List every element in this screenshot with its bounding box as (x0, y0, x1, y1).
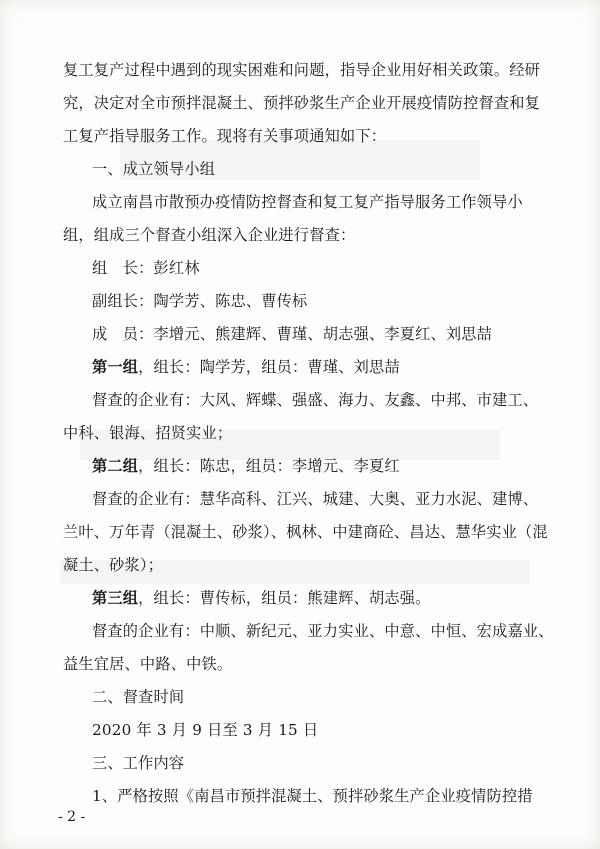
group3-companies: 督查的企业有：中顺、新纪元、亚力实业、中意、中恒、宏成嘉业、 (92, 622, 554, 640)
paragraph-line: 究，决定对全市预拌混凝土、预拌砂浆生产企业开展疫情防控督查和复 (63, 94, 541, 112)
paragraph-line: 复工复产过程中遇到的现实困难和问题，指导企业用好相关政策。经研 (63, 61, 541, 79)
paragraph-line: 成立南昌市散预办疫情防控督查和复工复产指导服务工作领导小 (92, 193, 523, 211)
section-heading-1: 一、成立领导小组 (92, 160, 216, 178)
page-number: - 2 - (58, 809, 86, 825)
group3-title: 第三组 (92, 589, 139, 607)
section-heading-3: 三、工作内容 (92, 754, 185, 772)
group1-line (92, 357, 600, 377)
group2-companies: 督查的企业有：慧华高科、江兴、城建、大奥、亚力水泥、建博、 (92, 490, 539, 508)
group2-companies: 兰叶、万年青（混凝土、砂浆）、枫林、中建商砼、昌达、慧华实业（混 (63, 523, 548, 541)
leader-line: 组 长：彭红林 (92, 259, 200, 277)
group2-line (92, 456, 600, 476)
group1-companies: 督查的企业有：大风、辉蝶、强盛、海力、友鑫、中邦、市建工、 (92, 391, 539, 409)
group1-title: 第一组 (92, 358, 139, 376)
deputy-leader-line: 副组长：陶学芳、陈忠、曹传标 (92, 292, 308, 310)
group1-detail: ，组长：陶学芳，组员：曹瑾、刘思喆 (138, 358, 400, 376)
group3-line (92, 588, 600, 608)
group2-companies: 凝土、砂浆）； (63, 556, 164, 574)
members-line: 成 员：李增元、熊建辉、曹瑾、胡志强、李夏红、刘思喆 (92, 325, 493, 343)
paragraph-line: 工复产指导服务工作。现将有关事项通知如下： (63, 127, 387, 145)
paragraph-line: 组，组成三个督查小组深入企业进行督查： (63, 226, 356, 244)
group3-detail: ，组长：曹传标，组员：熊建辉、胡志强。 (138, 589, 431, 607)
inspection-dates: 2020 年 3 月 9 日至 3 月 15 日 (92, 721, 319, 739)
group2-title: 第二组 (92, 457, 139, 475)
group3-companies: 益生宜居、中路、中铁。 (63, 655, 233, 673)
group1-companies: 中科、银海、招贤实业； (63, 424, 233, 442)
group2-detail: ，组长：陈忠，组员：李增元、李夏红 (138, 457, 400, 475)
work-item-1: 1、严格按照《南昌市预拌混凝土、预拌砂浆生产企业疫情防控措 (92, 787, 533, 805)
section-heading-2: 二、督查时间 (92, 688, 185, 706)
